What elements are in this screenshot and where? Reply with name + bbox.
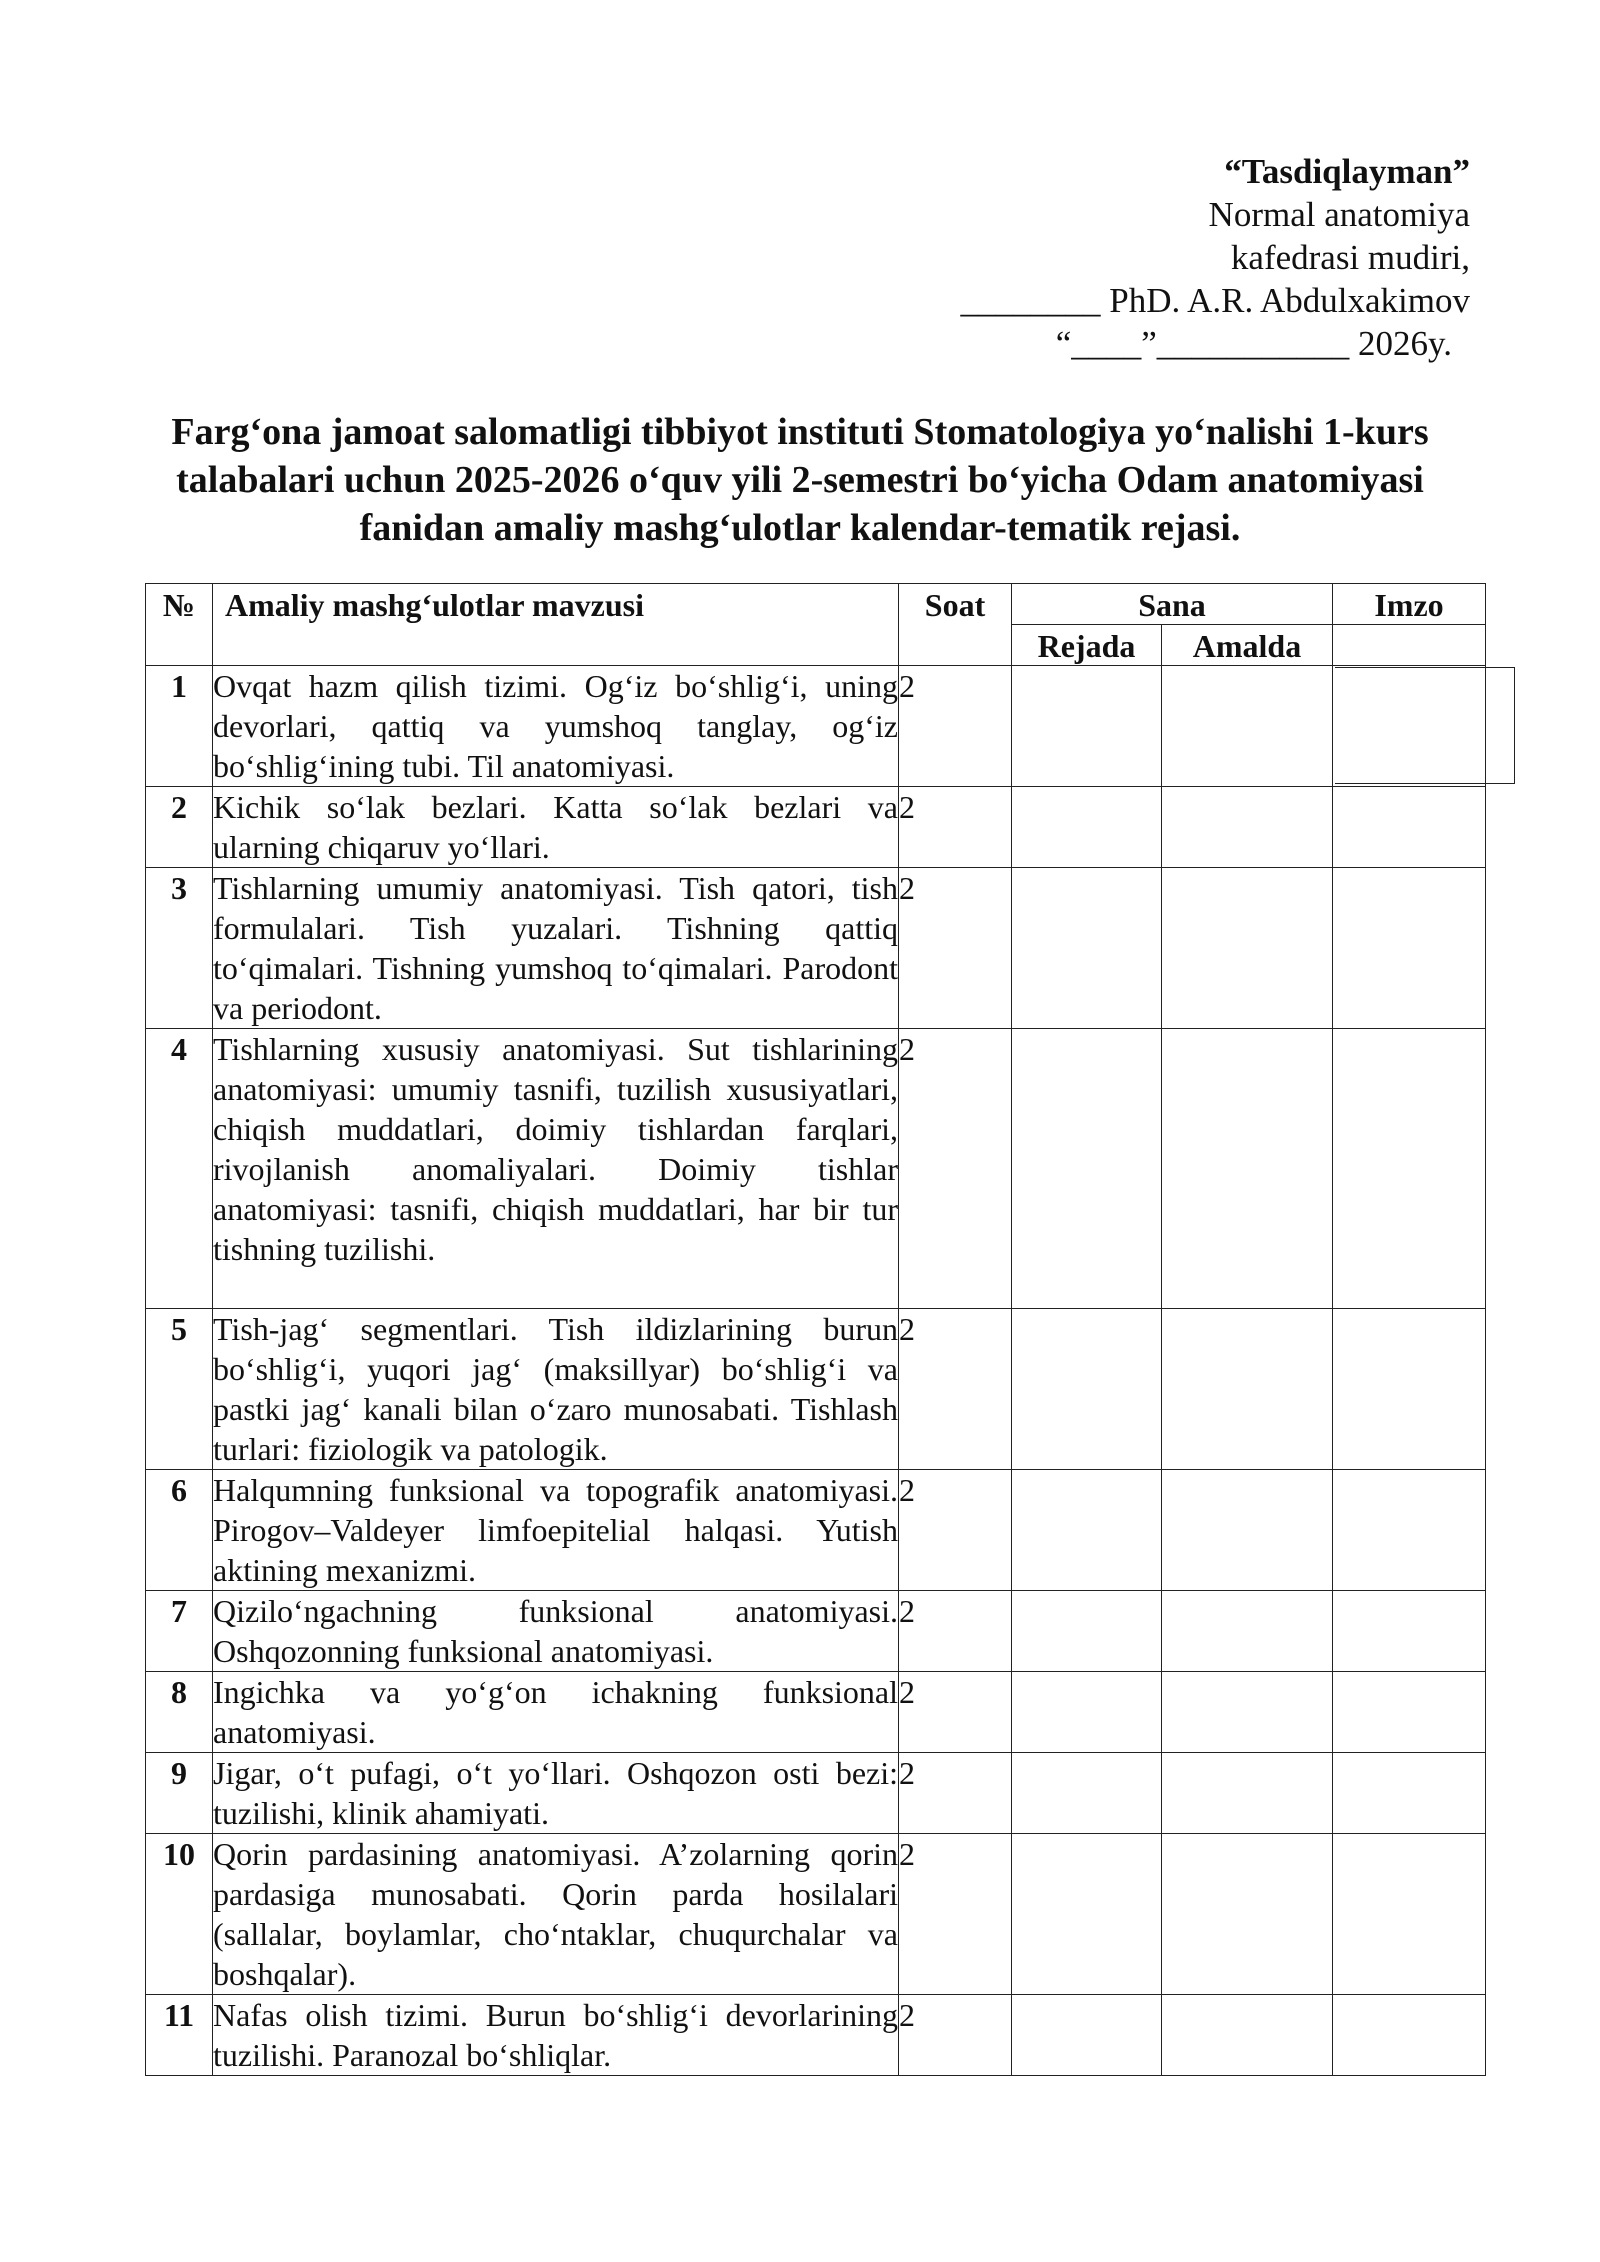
row-topic: Halqumning funksional va topografik anatomiyasi. Pirogov–Valdeyer limfoepitelial halqasi. Yutish aktining mexanizmi. xyxy=(213,1470,899,1591)
row-hours: 2 xyxy=(899,1029,1012,1309)
row-number: 11 xyxy=(146,1995,213,2076)
table-row xyxy=(146,1309,1486,1470)
table-row xyxy=(146,1591,1486,1672)
row-hours: 2 xyxy=(899,1591,1012,1672)
row-planned-cell xyxy=(1012,666,1162,787)
row-actual-cell xyxy=(1162,1591,1333,1672)
row-hours: 2 xyxy=(899,868,1012,1029)
row-actual-cell xyxy=(1162,1834,1333,1995)
header-signature-sub xyxy=(1333,625,1486,666)
row-topic: Ovqat hazm qilish tizimi. Og‘iz bo‘shlig‘i, uning devorlari, qattiq va yumshoq tanglay, og‘iz bo‘shlig‘ining tubi. Til anatomiyasi. xyxy=(213,666,899,787)
header-hours: Soat xyxy=(899,584,1012,666)
row-planned-cell xyxy=(1012,1029,1162,1309)
row-signature-cell xyxy=(1333,1834,1486,1995)
header-signature: Imzo xyxy=(1333,584,1486,625)
row-signature-cell xyxy=(1333,1591,1486,1672)
row-actual-cell xyxy=(1162,1029,1333,1309)
table-row xyxy=(146,1672,1486,1753)
row-signature-cell xyxy=(1333,787,1486,868)
table-row xyxy=(146,1995,1486,2076)
row-actual-cell xyxy=(1162,1309,1333,1470)
approval-block xyxy=(961,150,1470,365)
row-hours: 2 xyxy=(899,787,1012,868)
row-planned-cell xyxy=(1012,868,1162,1029)
row-hours: 2 xyxy=(899,1995,1012,2076)
row-actual-cell xyxy=(1162,666,1333,787)
approval-date-line: “____”___________ 2026y. xyxy=(1055,324,1452,363)
row-planned-cell xyxy=(1012,1470,1162,1591)
table-row xyxy=(146,868,1486,1029)
row-planned-cell xyxy=(1012,1591,1162,1672)
row-planned-cell xyxy=(1012,1995,1162,2076)
row-number: 7 xyxy=(146,1591,213,1672)
header-topic: Amaliy mashg‘ulotlar mavzusi xyxy=(213,584,899,666)
row-planned-cell xyxy=(1012,1834,1162,1995)
row-signature-cell xyxy=(1333,1029,1486,1309)
header-planned: Rejada xyxy=(1012,625,1162,666)
row-hours: 2 xyxy=(899,666,1012,787)
row-hours: 2 xyxy=(899,1470,1012,1591)
row-actual-cell xyxy=(1162,868,1333,1029)
row-topic: Nafas olish tizimi. Burun bo‘shlig‘i devorlarining tuzilishi. Paranozal bo‘shliqlar. xyxy=(213,1995,899,2076)
row-signature-cell xyxy=(1333,1309,1486,1470)
row-topic: Tishlarning xususiy anatomiyasi. Sut tishlarining anatomiyasi: umumiy tasnifi, tuzilish xususiyatlari, chiqish muddatlari, doimiy tishlardan farqlari, rivojlanish anomaliyalari. Doimiy tishlar anatomiyasi: tasnifi, chiqish muddatlari, har bir tur tishning tuzilishi. xyxy=(213,1029,899,1309)
table-row xyxy=(146,1834,1486,1995)
row-number: 9 xyxy=(146,1753,213,1834)
row-topic: Ingichka va yo‘g‘on ichakning funksional anatomiyasi. xyxy=(213,1672,899,1753)
row-number: 10 xyxy=(146,1834,213,1995)
row-actual-cell xyxy=(1162,1672,1333,1753)
row-hours: 2 xyxy=(899,1672,1012,1753)
table-row xyxy=(146,666,1486,787)
row-number: 6 xyxy=(146,1470,213,1591)
row-actual-cell xyxy=(1162,1995,1333,2076)
row-actual-cell xyxy=(1162,787,1333,868)
row-actual-cell xyxy=(1162,1470,1333,1591)
header-actual: Amalda xyxy=(1162,625,1333,666)
row-number: 2 xyxy=(146,787,213,868)
row-hours: 2 xyxy=(899,1309,1012,1470)
lesson-plan-table xyxy=(145,583,1486,2076)
header-number: № xyxy=(146,584,213,666)
table-row xyxy=(146,1029,1486,1309)
row-planned-cell xyxy=(1012,1309,1162,1470)
row-number: 4 xyxy=(146,1029,213,1309)
table-row xyxy=(146,1470,1486,1591)
row-planned-cell xyxy=(1012,1753,1162,1834)
approval-signature-line: ________ PhD. A.R. Abdulxakimov xyxy=(960,281,1470,320)
row-hours: 2 xyxy=(899,1834,1012,1995)
row-topic: Tishlarning umumiy anatomiyasi. Tish qatori, tish formulalari. Tish yuzalari. Tishning qattiq to‘qimalari. Tishning yumshoq to‘qimalari. Parodont va periodont. xyxy=(213,868,899,1029)
row-signature-cell xyxy=(1333,1672,1486,1753)
row-signature-cell xyxy=(1333,1470,1486,1591)
row-topic: Qizilo‘ngachning funksional anatomiyasi. Oshqozonning funksional anatomiyasi. xyxy=(213,1591,899,1672)
header-date: Sana xyxy=(1012,584,1333,625)
row-signature-cell xyxy=(1333,868,1486,1029)
approval-position-line2: kafedrasi mudiri, xyxy=(1230,238,1470,277)
row-number: 3 xyxy=(146,868,213,1029)
row-signature-cell xyxy=(1333,1995,1486,2076)
row-number: 1 xyxy=(146,666,213,787)
row-topic: Tish-jag‘ segmentlari. Tish ildizlarining burun bo‘shlig‘i, yuqori jag‘ (maksillyar) bo‘shlig‘i va pastki jag‘ kanali bilan o‘zaro munosabati. Tishlash turlari: fiziologik va patologik. xyxy=(213,1309,899,1470)
row-topic: Kichik so‘lak bezlari. Katta so‘lak bezlari va ularning chiqaruv yo‘llari. xyxy=(213,787,899,868)
approval-position-line1: Normal anatomiya xyxy=(1208,195,1470,234)
row-planned-cell xyxy=(1012,1672,1162,1753)
row-number: 5 xyxy=(146,1309,213,1470)
row-hours: 2 xyxy=(899,1753,1012,1834)
row-topic: Qorin pardasining anatomiyasi. A’zolarning qorin pardasiga munosabati. Qorin parda hosilalari (sallalar, boylamlar, cho‘ntaklar, chuqurchalar va boshqalar). xyxy=(213,1834,899,1995)
table-row xyxy=(146,787,1486,868)
row-number: 8 xyxy=(146,1672,213,1753)
row-signature-cell xyxy=(1333,1753,1486,1834)
row-planned-cell xyxy=(1012,787,1162,868)
table-row xyxy=(146,1753,1486,1834)
row-actual-cell xyxy=(1162,1753,1333,1834)
table-border-artifact xyxy=(1335,667,1515,784)
document-title: Farg‘ona jamoat salomatligi tibbiyot instituti Stomatologiya yo‘nalishi 1-kurs talabalari uchun 2025-2026 o‘quv yili 2-semestri bo‘yicha Odam anatomiyasi fanidan amaliy mashg‘ulotlar kalendar-tematik rejasi. xyxy=(171,411,1429,549)
row-topic: Jigar, o‘t pufagi, o‘t yo‘llari. Oshqozon osti bezi: tuzilishi, klinik ahamiyati. xyxy=(213,1753,899,1834)
approval-title: “Tasdiqlayman” xyxy=(1224,152,1470,191)
